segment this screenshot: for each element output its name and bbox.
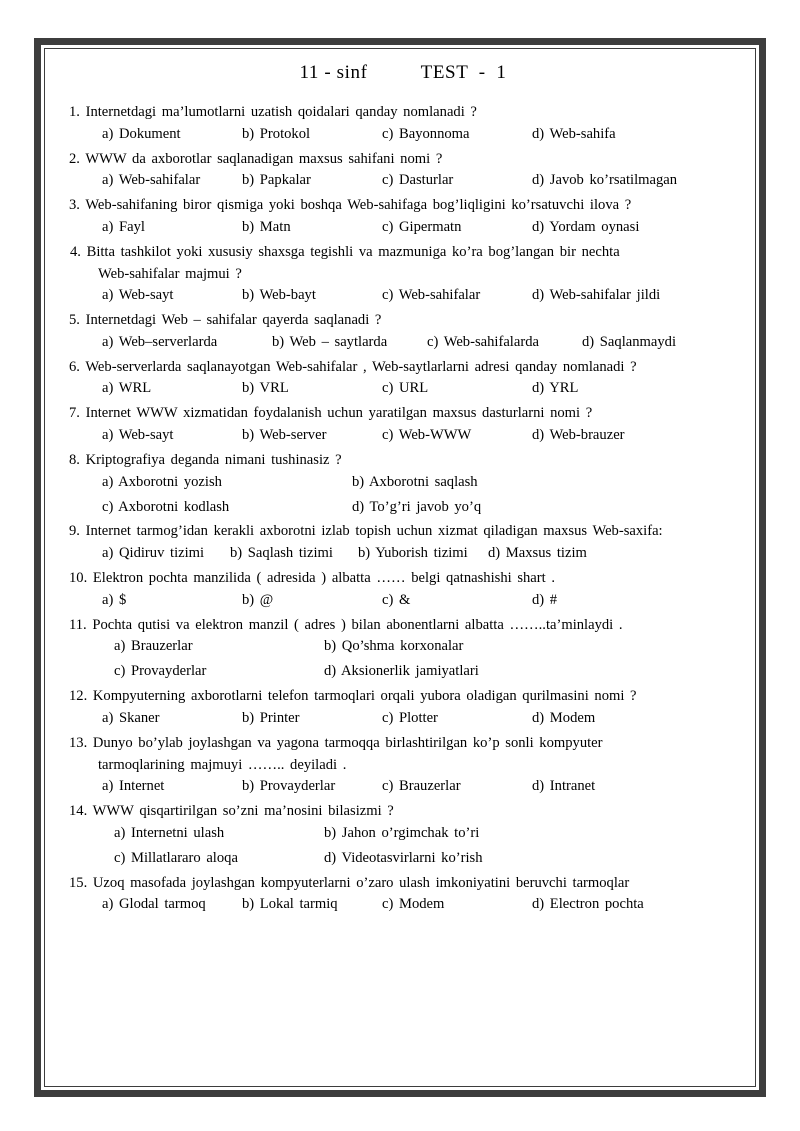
question-text-continued: Web-sahifalar majmui ? xyxy=(98,265,242,282)
answer-option[interactable]: d) # xyxy=(532,591,558,608)
answer-row xyxy=(58,378,748,400)
answer-option[interactable]: b) @ xyxy=(242,591,274,608)
question-item xyxy=(58,686,748,730)
question-text: 3. Web-sahifaning biror qismiga yoki boshqa Web-sahifaga bog’liqligini ko’rsatuvchi ilova ? xyxy=(69,197,632,214)
question-text: 4. Bitta tashkilot yoki xususiy shaxsga tegishli va mazmuniga ko’ra bog’langan bir nechta xyxy=(70,243,620,260)
answer-option[interactable]: a) Brauzerlar xyxy=(114,638,193,655)
question-text: 9. Internet tarmog’idan kerakli axborotni izlab topish uchun xizmat qiladigan maxsus Web-saxifa: xyxy=(69,523,663,540)
answer-option[interactable]: b) VRL xyxy=(242,380,289,397)
answer-option[interactable]: b) Axborotni saqlash xyxy=(352,473,478,490)
question-text: 5. Internetdagi Web – sahifalar qayerda saqlanadi ? xyxy=(69,312,382,329)
answer-option[interactable]: a) Internet xyxy=(102,778,165,795)
question-item xyxy=(58,450,748,519)
answer-option[interactable]: a) Internetni ulash xyxy=(114,824,225,841)
answer-option[interactable]: b) Lokal tarmiq xyxy=(242,896,338,913)
answer-option[interactable]: b) Web-bayt xyxy=(242,287,316,304)
answer-option[interactable]: c) Modem xyxy=(382,896,445,913)
answer-option[interactable]: d) YRL xyxy=(532,380,579,397)
answer-row xyxy=(58,636,748,658)
answer-option[interactable]: c) URL xyxy=(382,380,429,397)
question-item xyxy=(58,102,748,146)
answer-option[interactable]: a) Axborotni yozish xyxy=(102,473,222,490)
answer-row xyxy=(58,823,748,845)
answer-row xyxy=(58,285,748,307)
answer-option[interactable]: c) Plotter xyxy=(382,709,438,726)
question-item xyxy=(58,521,748,565)
question-text: 14. WWW qisqartirilgan so’zni ma’nosini bilasizmi ? xyxy=(69,803,394,820)
answer-option[interactable]: b) Web-server xyxy=(242,427,327,444)
question-item xyxy=(58,310,748,354)
answer-option[interactable]: a) Web-sahifalar xyxy=(102,172,201,189)
answer-option[interactable]: a) Dokument xyxy=(102,125,181,142)
answer-row xyxy=(58,776,748,798)
answer-option[interactable]: c) & xyxy=(382,591,411,608)
answer-option[interactable]: a) Fayl xyxy=(102,218,145,235)
answer-option[interactable]: c) Web-sahifalar xyxy=(382,287,481,304)
question-item xyxy=(58,615,748,684)
question-text-continued: tarmoqlarining majmuyi …….. deyiladi . xyxy=(98,756,347,773)
answer-option[interactable]: a) Web–serverlarda xyxy=(102,333,218,350)
question-text: 10. Elektron pochta manzilida ( adresida ) albatta …… belgi qatnashishi shart . xyxy=(69,570,555,587)
answer-row xyxy=(58,543,748,565)
question-text: 11. Pochta qutisi va elektron manzil ( adres ) bilan abonentlarni albatta ……..ta’minlaydi . xyxy=(69,616,623,633)
answer-option[interactable]: a) Glodal tarmoq xyxy=(102,896,206,913)
answer-option[interactable]: a) Skaner xyxy=(102,709,160,726)
answer-row xyxy=(58,170,748,192)
answer-option[interactable]: d) Yordam oynasi xyxy=(532,218,640,235)
answer-row xyxy=(58,894,748,916)
answer-option[interactable]: d) To’g’ri javob yo’q xyxy=(352,498,482,515)
answer-option[interactable]: a) Web-sayt xyxy=(102,287,174,304)
answer-option[interactable]: b) Protokol xyxy=(242,125,311,142)
answer-option[interactable]: b) Matn xyxy=(242,218,291,235)
answer-option[interactable]: d) Web-sahifalar jildi xyxy=(532,287,661,304)
answer-row xyxy=(58,332,748,354)
page-title: 11 - sinf TEST - 1 xyxy=(299,62,507,83)
answer-option[interactable]: b) Saqlash tizimi xyxy=(230,545,333,562)
answer-option[interactable]: b) Web – saytlarda xyxy=(272,333,388,350)
answer-option[interactable]: c) Gipermatn xyxy=(382,218,462,235)
answer-row xyxy=(58,590,748,612)
question-item xyxy=(58,568,748,612)
answer-row xyxy=(58,217,748,239)
question-text: 15. Uzoq masofada joylashgan kompyuterlarni o’zaro ulash imkoniyatini beruvchi tarmoqlar xyxy=(69,874,630,891)
answer-option[interactable]: a) WRL xyxy=(102,380,152,397)
answer-option[interactable]: a) $ xyxy=(102,591,127,608)
answer-row xyxy=(58,848,748,870)
question-item xyxy=(58,873,748,917)
answer-row xyxy=(58,472,748,494)
answer-option[interactable]: b) Qo’shma korxonalar xyxy=(324,638,464,655)
answer-option[interactable]: b) Yuborish tizimi xyxy=(358,545,468,562)
answer-option[interactable]: d) Web-sahifa xyxy=(532,125,616,142)
answer-option[interactable]: b) Papkalar xyxy=(242,172,311,189)
answer-option[interactable]: b) Jahon o’rgimchak to’ri xyxy=(324,824,480,841)
question-text: 2. WWW da axborotlar saqlanadigan maxsus sahifani nomi ? xyxy=(69,150,443,167)
question-item xyxy=(58,242,748,307)
answer-row xyxy=(58,661,748,683)
question-item xyxy=(58,733,748,798)
answer-row xyxy=(58,497,748,519)
answer-option[interactable]: c) Millatlararo aloqa xyxy=(114,849,238,866)
answer-option[interactable]: c) Provayderlar xyxy=(114,663,207,680)
answer-option[interactable]: c) Web-sahifalarda xyxy=(427,333,539,350)
question-item xyxy=(58,403,748,447)
answer-option[interactable]: a) Web-sayt xyxy=(102,427,174,444)
question-text: 12. Kompyuterning axborotlarni telefon tarmoqlari orqali yubora oladigan qurilmasini nomi ? xyxy=(69,688,637,705)
answer-option[interactable]: c) Brauzerlar xyxy=(382,778,461,795)
answer-option[interactable]: a) Qidiruv tizimi xyxy=(102,545,205,562)
question-text: 7. Internet WWW xizmatidan foydalanish uchun yaratilgan maxsus dasturlarni nomi ? xyxy=(69,405,593,422)
answer-row xyxy=(58,708,748,730)
document-content xyxy=(58,56,748,919)
answer-option[interactable]: c) Dasturlar xyxy=(382,172,454,189)
question-text: 8. Kriptografiya deganda nimani tushinasiz ? xyxy=(69,451,342,468)
answer-option[interactable]: c) Web-WWW xyxy=(382,427,472,444)
question-text: 6. Web-serverlarda saqlanayotgan Web-sahifalar , Web-saytlarlarni adresi qanday nomlanadi ? xyxy=(69,358,637,375)
answer-row xyxy=(58,124,748,146)
question-item xyxy=(58,195,748,239)
question-item xyxy=(58,149,748,193)
answer-option[interactable]: b) Provayderlar xyxy=(242,778,336,795)
answer-row xyxy=(58,425,748,447)
answer-option[interactable]: d) Intranet xyxy=(532,778,596,795)
answer-option[interactable]: d) Javob ko’rsatilmagan xyxy=(532,172,678,189)
answer-option[interactable]: b) Printer xyxy=(242,709,300,726)
question-text: 1. Internetdagi ma’lumotlarni uzatish qoidalari qanday nomlanadi ? xyxy=(69,104,477,120)
question-text: 13. Dunyo bo’ylab joylashgan va yagona tarmoqqa birlashtirilgan ko’p sonli kompyuter xyxy=(69,734,603,751)
answer-option[interactable]: d) Modem xyxy=(532,709,596,726)
answer-option[interactable]: d) Web-brauzer xyxy=(532,427,625,444)
answer-option[interactable]: d) Maxsus tizim xyxy=(488,545,587,562)
answer-option[interactable]: d) Videotasvirlarni ko’rish xyxy=(324,849,483,866)
answer-option[interactable]: d) Saqlanmaydi xyxy=(582,333,677,350)
answer-option[interactable]: d) Aksionerlik jamiyatlari xyxy=(324,663,479,680)
answer-option[interactable]: d) Electron pochta xyxy=(532,896,644,913)
question-item xyxy=(58,801,748,870)
answer-option[interactable]: c) Bayonnoma xyxy=(382,125,470,142)
question-item xyxy=(58,357,748,401)
answer-option[interactable]: c) Axborotni kodlash xyxy=(102,498,230,515)
